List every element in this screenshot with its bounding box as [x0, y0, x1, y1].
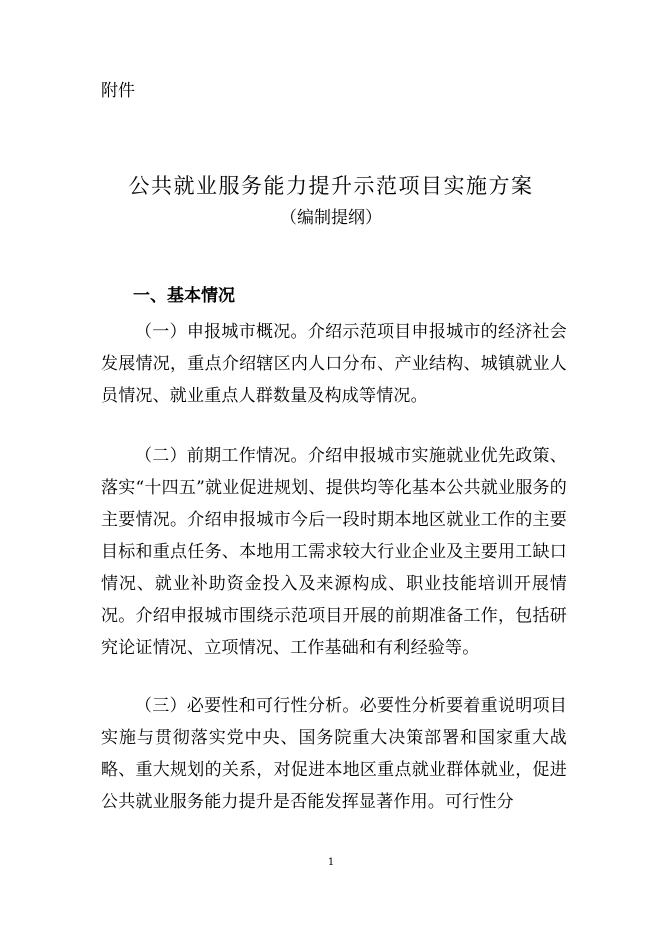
paragraph-city-overview: （一）申报城市概况。介绍示范项目申报城市的经济社会发展情况，重点介绍辖区内人口分布、产业结构、城镇就业人员情况、就业重点人群数量及构成等情况。 — [101, 322, 567, 406]
document-title: 公共就业服务能力提升示范项目实施方案 — [128, 174, 534, 198]
page-number: 1 — [327, 857, 335, 868]
paragraph-necessity-feasibility: （三）必要性和可行性分析。必要性分析要着重说明项目实施与贯彻落实党中央、国务院重大决策部署和国家重大战略、重大规划的关系，对促进本地区重点就业群体就业，促进公共就业服务能力提升是否能发挥显著作用。可行性分 — [101, 696, 567, 812]
paragraph-preliminary-work: （二）前期工作情况。介绍申报城市实施就业优先政策、落实“十四五”就业促进规划、提供均等化基本公共就业服务的主要情况。介绍申报城市今后一段时期本地区就业工作的主要目标和重点任务、本地用工需求较大行业企业及主要用工缺口情况、就业补助资金投入及来源构成、职业技能培训开展情况。介绍申报城市围绕示范项目开展的前期准备工作，包括研究论证情况、立项情况、工作基础和有利经验等。 — [101, 446, 567, 658]
document-subtitle: （编制提纲） — [280, 208, 382, 228]
attachment-label: 附件 — [101, 81, 135, 101]
section-heading: 一、基本情况 — [133, 286, 235, 306]
